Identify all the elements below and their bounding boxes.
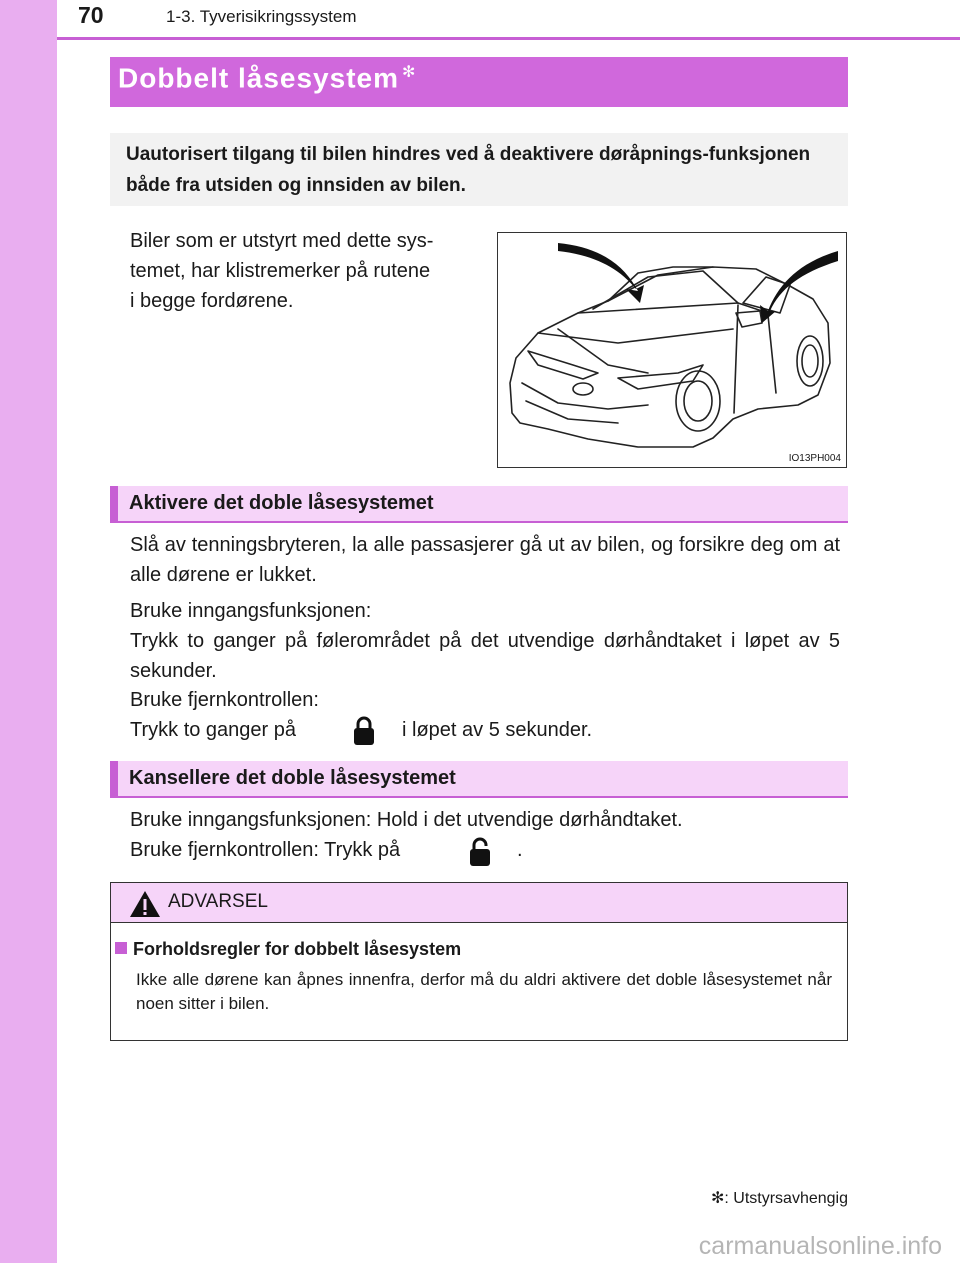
entry-function-text: Trykk to ganger på følerområdet på det utvendige dørhåndtaket i løpet av 5 sekunder. <box>130 630 840 682</box>
cancel-remote-before: Bruke fjernkontrollen: Trykk på <box>130 839 401 861</box>
sticker-line: temet, har klistremerker på rutene <box>130 260 431 282</box>
remote-text-after: i løpet av 5 sekunder. <box>402 719 593 741</box>
warning-header <box>111 883 847 923</box>
activate-heading <box>110 486 848 523</box>
figure-code: IO13PH004 <box>788 453 841 464</box>
warning-triangle-icon <box>129 890 161 918</box>
remote-label: Bruke fjernkontrollen: <box>130 689 319 711</box>
remote-text-before: Trykk to ganger på <box>130 719 297 741</box>
warning-box <box>110 882 848 1041</box>
cancel-heading-text: Kansellere det doble låsesystemet <box>129 767 456 789</box>
page-title <box>118 62 416 94</box>
lock-icon <box>352 715 376 747</box>
warning-text: Ikke alle dørene kan åpnes innenfra, derfor må du aldri aktivere det doble låsesystemet når noen sitter i bilen. <box>136 970 832 1013</box>
cancel-remote-after: . <box>517 839 523 861</box>
cancel-entry-text: Bruke inngangsfunksjonen: Hold i det utvendige dørhåndtaket. <box>130 809 683 831</box>
intro-text: Uautorisert tilgang til bilen hindres ved å deaktivere døråpnings-funksjonen både fra utsiden og innsiden av bilen. <box>126 144 811 196</box>
header-rule <box>57 37 960 40</box>
sticker-line: Biler som er utstyrt med dette sys- <box>130 230 434 252</box>
watermark: carmanualsonline.info <box>698 1232 942 1260</box>
side-tab-bar <box>0 0 57 1263</box>
page-title-text: Dobbelt låsesystem <box>118 62 399 94</box>
warning-subheading-text: Forholdsregler for dobbelt låsesystem <box>133 939 462 959</box>
heading-accent <box>110 486 118 521</box>
activate-instructions: Slå av tenningsbryteren, la alle passasjerer gå ut av bilen, og forsikre deg om at alle dørene er lukket. <box>130 534 840 586</box>
equipment-star-icon: ✻ <box>402 64 417 81</box>
bullet-square-icon <box>115 942 127 954</box>
footnote <box>711 1188 848 1208</box>
section-breadcrumb: 1-3. Tyverisikringssystem <box>166 7 357 26</box>
warning-label: ADVARSEL <box>168 891 268 912</box>
intro-box <box>110 133 848 206</box>
sticker-description <box>130 226 490 316</box>
page-number: 70 <box>78 2 104 28</box>
warning-subheading <box>115 939 461 960</box>
section-title-bar <box>110 57 848 107</box>
footnote-star-icon: ✻ <box>710 1190 725 1207</box>
cancel-heading <box>110 761 848 798</box>
car-drawing <box>498 233 846 467</box>
entry-function-label: Bruke inngangsfunksjonen: <box>130 600 372 622</box>
activate-heading-text: Aktivere det doble låsesystemet <box>129 492 434 514</box>
unlock-icon <box>468 836 494 868</box>
footnote-text: : Utstyrsavhengig <box>724 1190 848 1207</box>
car-illustration <box>497 232 847 468</box>
sticker-line: i begge fordørene. <box>130 290 294 312</box>
heading-accent <box>110 761 118 796</box>
